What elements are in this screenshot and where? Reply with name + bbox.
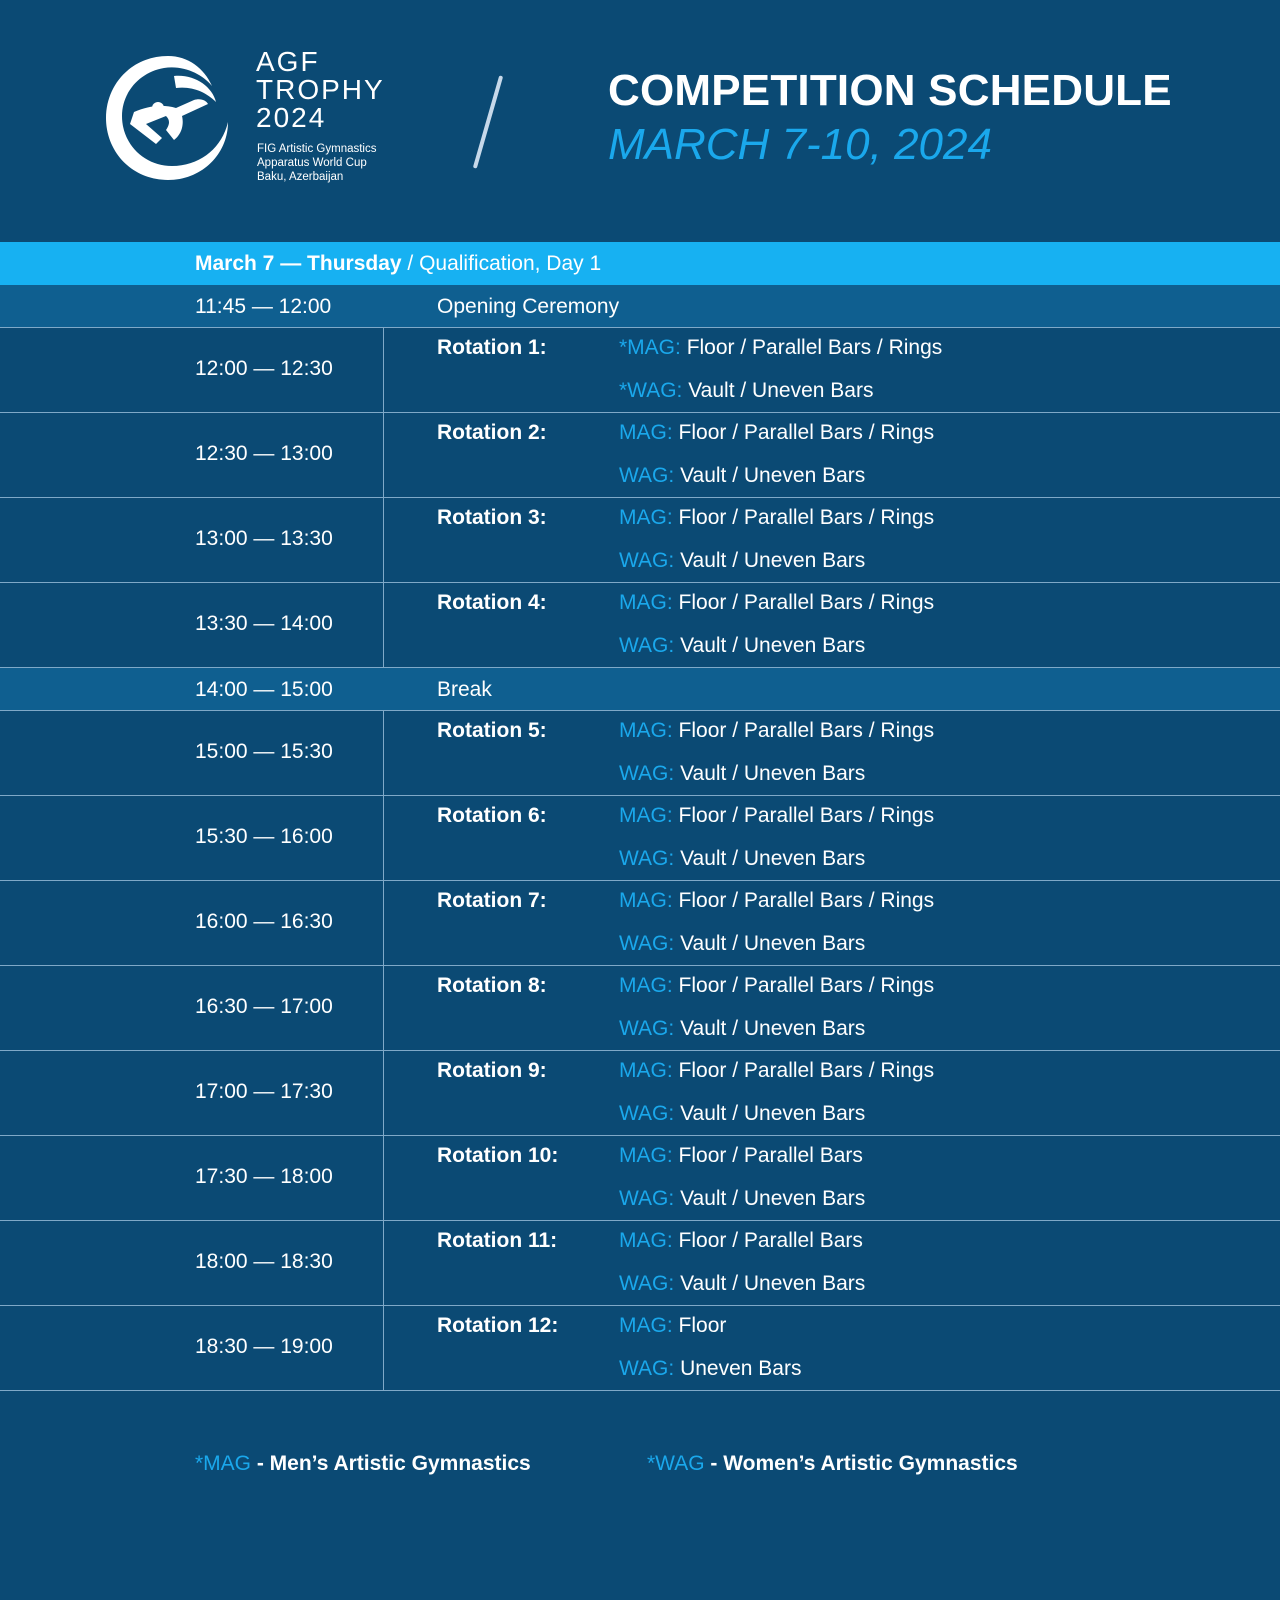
women-apparatus: [619, 1357, 801, 1381]
women-apparatus-list: Vault / Uneven Bars: [680, 634, 866, 657]
schedule-row-rotation: [0, 583, 1280, 668]
row-time: 18:30 — 19:00: [195, 1335, 333, 1358]
column-divider: [383, 328, 384, 412]
women-tag: WAG:: [619, 1357, 675, 1380]
row-time: 14:00 — 15:00: [195, 678, 333, 701]
row-time: 13:00 — 13:30: [195, 527, 333, 550]
women-apparatus-list: Vault / Uneven Bars: [680, 464, 866, 487]
column-divider: [383, 881, 384, 965]
men-tag: MAG:: [619, 1144, 673, 1167]
women-apparatus: [619, 762, 865, 786]
schedule-row-rotation: [0, 328, 1280, 413]
row-time: 12:30 — 13:00: [195, 442, 333, 465]
schedule-row-rotation: [0, 1306, 1280, 1391]
column-divider: [383, 966, 384, 1050]
women-tag: WAG:: [619, 464, 675, 487]
column-divider: [383, 1306, 384, 1390]
row-time: 16:30 — 17:00: [195, 995, 333, 1018]
men-apparatus: [619, 506, 934, 530]
gymnast-logo-icon: [104, 52, 232, 184]
men-apparatus-list: Floor / Parallel Bars / Rings: [678, 421, 935, 444]
men-apparatus: [619, 1229, 863, 1253]
header: [0, 0, 1280, 242]
logo-title-line: TROPHY: [256, 74, 385, 105]
men-apparatus: [619, 1144, 863, 1168]
men-apparatus-list: Floor / Parallel Bars: [678, 1144, 863, 1167]
women-apparatus: [619, 1272, 865, 1296]
men-apparatus-list: Floor: [678, 1314, 727, 1337]
women-apparatus: [619, 1017, 865, 1041]
men-tag: MAG:: [619, 591, 673, 614]
men-apparatus: [619, 719, 934, 743]
schedule-row-event: [0, 668, 1280, 711]
legend-wag-text: - Women’s Artistic Gymnastics: [704, 1452, 1018, 1475]
logo-title-line: AGF: [256, 46, 320, 77]
row-time: 12:00 — 12:30: [195, 357, 333, 380]
men-apparatus: [619, 974, 934, 998]
logo-subtitle-line: FIG Artistic Gymnastics: [257, 143, 377, 155]
women-tag: WAG:: [619, 932, 675, 955]
women-apparatus: [619, 932, 865, 956]
rotation-label: Rotation 3:: [437, 506, 547, 529]
men-apparatus-list: Floor / Parallel Bars: [678, 1229, 863, 1252]
women-apparatus: [619, 464, 865, 488]
column-divider: [383, 498, 384, 582]
logo-subtitle-line: Baku, Azerbaijan: [257, 171, 344, 183]
schedule-row-rotation: [0, 1221, 1280, 1306]
legend-mag-tag: *MAG: [195, 1452, 252, 1475]
schedule-row-rotation: [0, 1051, 1280, 1136]
women-apparatus: [619, 1102, 865, 1126]
schedule-row-rotation: [0, 498, 1280, 583]
women-apparatus: [619, 634, 865, 658]
row-time: 11:45 — 12:00: [195, 295, 332, 318]
women-tag: WAG:: [619, 634, 675, 657]
day-header: [0, 242, 1280, 285]
women-apparatus-list: Vault / Uneven Bars: [680, 549, 866, 572]
men-apparatus: [619, 421, 934, 445]
women-apparatus-list: Vault / Uneven Bars: [680, 847, 866, 870]
rotation-label: Rotation 8:: [437, 974, 547, 997]
women-tag: WAG:: [619, 762, 675, 785]
column-divider: [383, 1051, 384, 1135]
row-time: 15:30 — 16:00: [195, 825, 333, 848]
men-apparatus-list: Floor / Parallel Bars / Rings: [678, 974, 935, 997]
row-time: 16:00 — 16:30: [195, 910, 333, 933]
women-apparatus: [619, 549, 865, 573]
men-apparatus-list: Floor / Parallel Bars / Rings: [678, 804, 935, 827]
men-apparatus-list: Floor / Parallel Bars / Rings: [686, 336, 943, 359]
women-apparatus: [619, 379, 873, 403]
rotation-label: Rotation 11:: [437, 1229, 558, 1252]
row-time: 13:30 — 14:00: [195, 612, 333, 635]
men-tag: MAG:: [619, 1059, 673, 1082]
men-tag: MAG:: [619, 1229, 673, 1252]
row-time: 17:30 — 18:00: [195, 1165, 333, 1188]
page-title: COMPETITION SCHEDULE: [608, 66, 1172, 115]
schedule-row-rotation: [0, 711, 1280, 796]
rotation-label: Rotation 7:: [437, 889, 547, 912]
row-event-label: Opening Ceremony: [437, 295, 620, 318]
men-apparatus-list: Floor / Parallel Bars / Rings: [678, 889, 935, 912]
women-tag: WAG:: [619, 1272, 675, 1295]
day-session: Qualification, Day 1: [419, 251, 602, 275]
women-tag: WAG:: [619, 1187, 675, 1210]
day-header-text: [195, 252, 601, 276]
men-tag: *MAG:: [619, 336, 681, 359]
women-apparatus-list: Vault / Uneven Bars: [680, 1187, 866, 1210]
women-apparatus-list: Vault / Uneven Bars: [680, 932, 866, 955]
row-time: 17:00 — 17:30: [195, 1080, 333, 1103]
rotation-label: Rotation 12:: [437, 1314, 559, 1337]
men-apparatus: [619, 336, 942, 360]
legend-wag: [647, 1452, 1018, 1476]
men-apparatus: [619, 1314, 726, 1338]
header-divider: [473, 75, 503, 168]
women-apparatus-list: Vault / Uneven Bars: [680, 1017, 866, 1040]
legend-mag-text: - Men’s Artistic Gymnastics: [251, 1452, 531, 1475]
schedule-row-rotation: [0, 1136, 1280, 1221]
schedule-row-rotation: [0, 796, 1280, 881]
women-tag: WAG:: [619, 549, 675, 572]
men-tag: MAG:: [619, 506, 673, 529]
men-tag: MAG:: [619, 889, 673, 912]
row-event-label: Break: [437, 678, 492, 701]
women-apparatus: [619, 1187, 865, 1211]
rotation-label: Rotation 5:: [437, 719, 547, 742]
day-separator: /: [401, 251, 420, 275]
legend-mag: [195, 1452, 531, 1476]
men-tag: MAG:: [619, 1314, 673, 1337]
men-tag: MAG:: [619, 421, 673, 444]
men-apparatus: [619, 1059, 934, 1083]
women-tag: WAG:: [619, 1017, 675, 1040]
schedule-row-rotation: [0, 881, 1280, 966]
column-divider: [383, 413, 384, 497]
rotation-label: Rotation 10:: [437, 1144, 559, 1167]
schedule-row-rotation: [0, 413, 1280, 498]
column-divider: [383, 1221, 384, 1305]
women-tag: WAG:: [619, 847, 675, 870]
rotation-label: Rotation 6:: [437, 804, 547, 827]
men-apparatus: [619, 591, 934, 615]
legend-wag-tag: *WAG: [647, 1452, 705, 1475]
women-tag: WAG:: [619, 1102, 675, 1125]
column-divider: [383, 711, 384, 795]
logo-subtitle-line: Apparatus World Cup: [257, 157, 367, 169]
rotation-label: Rotation 2:: [437, 421, 547, 444]
men-apparatus-list: Floor / Parallel Bars / Rings: [678, 591, 935, 614]
column-divider: [383, 583, 384, 667]
schedule-table: [0, 285, 1280, 1391]
column-divider: [383, 1136, 384, 1220]
rotation-label: Rotation 1:: [437, 336, 547, 359]
men-tag: MAG:: [619, 974, 673, 997]
day-date: March 7 — Thursday: [195, 251, 402, 275]
women-apparatus-list: Vault / Uneven Bars: [680, 1102, 866, 1125]
men-apparatus-list: Floor / Parallel Bars / Rings: [678, 719, 935, 742]
schedule-row-event: [0, 285, 1280, 328]
men-tag: MAG:: [619, 719, 673, 742]
logo-subtitle: [257, 142, 377, 184]
men-apparatus: [619, 804, 934, 828]
rotation-label: Rotation 9:: [437, 1059, 547, 1082]
logo-title: [256, 48, 385, 132]
women-apparatus-list: Vault / Uneven Bars: [680, 762, 866, 785]
women-apparatus: [619, 847, 865, 871]
women-apparatus-list: Uneven Bars: [680, 1357, 802, 1380]
event-dates: MARCH 7-10, 2024: [608, 120, 992, 169]
schedule-row-rotation: [0, 966, 1280, 1051]
row-time: 18:00 — 18:30: [195, 1250, 333, 1273]
men-apparatus-list: Floor / Parallel Bars / Rings: [678, 506, 935, 529]
women-apparatus-list: Vault / Uneven Bars: [688, 379, 874, 402]
men-apparatus: [619, 889, 934, 913]
men-apparatus-list: Floor / Parallel Bars / Rings: [678, 1059, 935, 1082]
column-divider: [383, 796, 384, 880]
women-apparatus-list: Vault / Uneven Bars: [680, 1272, 866, 1295]
row-time: 15:00 — 15:30: [195, 740, 333, 763]
logo-title-line: 2024: [256, 102, 327, 133]
rotation-label: Rotation 4:: [437, 591, 547, 614]
men-tag: MAG:: [619, 804, 673, 827]
women-tag: *WAG:: [619, 379, 683, 402]
